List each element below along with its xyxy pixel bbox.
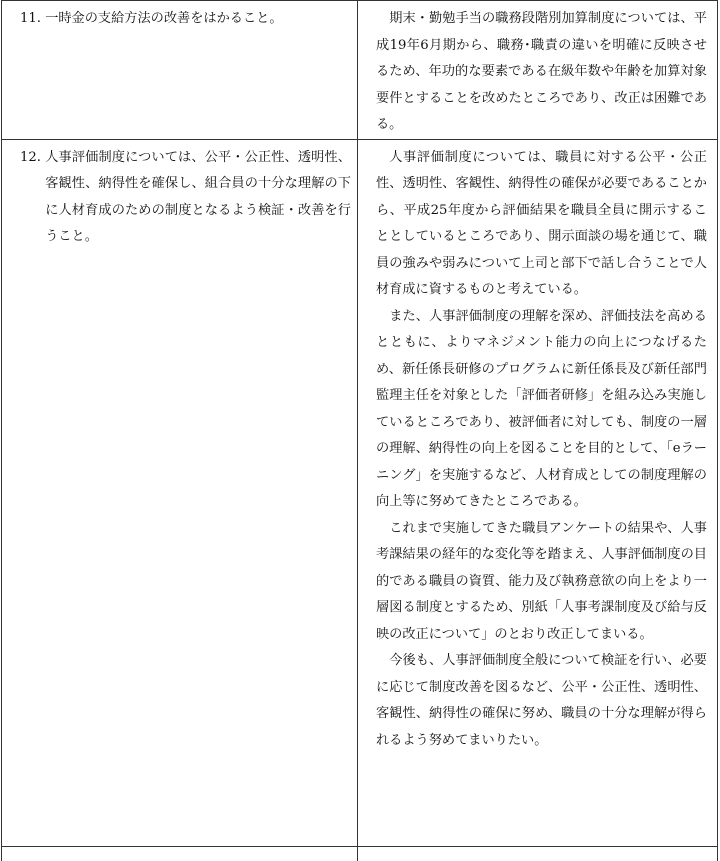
response-paragraph: 期末・勤勉手当の職務段階別加算制度については、平成19年6月期から、職務･職責の違いを明確に反映させるため、年功的な要素である在級年数や年齢を加算対象要件とすることを改めたところであり、改正は困難である。 — [376, 11, 707, 132]
response-text — [358, 140, 717, 755]
table-row — [2, 1, 718, 140]
empty-cell — [358, 846, 718, 861]
response-text — [358, 1, 717, 139]
response-cell — [358, 139, 718, 846]
request-text: 人事評価制度については、公平・公正性、透明性、客観性、納得性を確保し、組合員の十分な理解の下に人材育成のための制度となるよう検証・改善を行うこと。 — [45, 149, 351, 244]
request-cell — [2, 139, 358, 846]
request-cell — [2, 1, 358, 140]
request-item — [2, 1, 357, 33]
response-cell — [358, 1, 718, 140]
empty-cell — [2, 846, 358, 861]
response-paragraph: また、人事評価制度の理解を深め、評価技法を高めるとともに、よりマネジメント能力の向上につなげるため、新任係長研修のプログラムに新任係長及び新任部門監理主任を対象とした「評価者研修」を組み込み実施しているところであり、被評価者に対しても、制度の一層の理解、納得性の向上を図ることを目的として、「eラーニング」を実施するなど、人材育成としての制度理解の向上等に努めてきたところである。 — [376, 308, 707, 509]
request-response-table — [1, 0, 718, 861]
request-text: 一時金の支給方法の改善をはかること。 — [45, 11, 283, 26]
response-paragraph: 人事評価制度については、職員に対する公平・公正性、透明性、客観性、納得性の確保が必要であることから、平成25年度から評価結果を職員全員に開示することとしているところであり、開示面談の場を通じて、職員の強みや弱みについて上司と部下で話し合うことで人材育成に資するものと考えている。 — [376, 149, 707, 297]
table-row-continuation — [2, 846, 718, 861]
table-row — [2, 139, 718, 846]
item-number: 11. — [20, 11, 41, 26]
request-item — [2, 140, 357, 251]
response-paragraph: 今後も、人事評価制度全般について検証を行い、必要に応じて制度改善を図るなど、公平・公正性、透明性、客観性、納得性の確保に努め、職員の十分な理解が得られるよう努めてまいりたい。 — [376, 653, 707, 748]
item-number: 12. — [20, 149, 41, 165]
response-paragraph: これまで実施してきた職員アンケートの結果や、人事考課結果の経年的な変化等を踏まえ、人事評価制度の目的である職員の資質、能力及び執務意欲の向上をより一層図る制度とするため、別紙「人事考課制度及び給与反映の改正について」のとおり改正してまいる。 — [376, 520, 707, 642]
